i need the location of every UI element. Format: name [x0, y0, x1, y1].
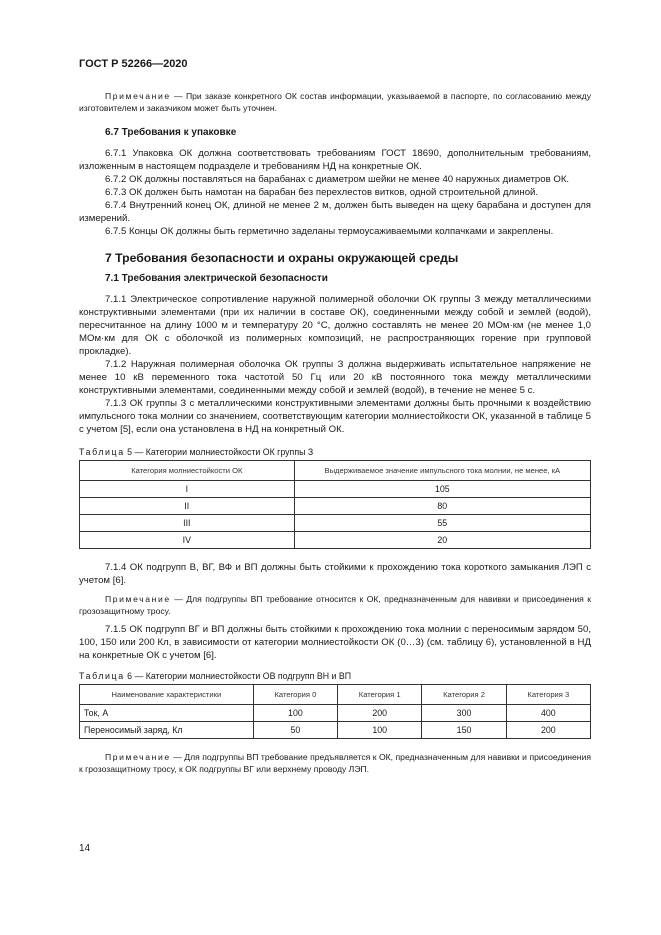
paragraph-6-7-2: 6.7.2 ОК должны поставляться на барабанах с диаметром шейки не менее 40 наружных диаметров ОК. [105, 174, 570, 185]
table-cell: II [80, 498, 295, 515]
table-6-caption: Таблица 6 — Категории молниестойкости ОВ подгрупп ВН и ВП [79, 671, 352, 681]
table-header-cell: Категория 3 [506, 685, 590, 705]
page-content [79, 90, 591, 775]
table-cell: 200 [506, 722, 590, 739]
table-cell: 20 [294, 532, 590, 549]
table-cell: 105 [294, 481, 590, 498]
paragraph-7-1-5: 7.1.5 ОК подгрупп ВГ и ВП должны быть стойкими к прохождению тока молнии с переносимым зарядом 50, 100, 150 или 200 Кл, в зависимости от категории молниестойкости ОК (0…3) (см. таблицу 6), установленной в НД на конкретные ОК с учетом [6]. [79, 624, 591, 661]
table-cell: 400 [506, 705, 590, 722]
table-header-row [80, 685, 591, 705]
table-cell: 150 [422, 722, 506, 739]
note-vp-vg-subgroup: Примечание — Для подгруппы ВП требование предъявляется к ОК, предназначенным для навивки и присоединения к грозозащитному тросу, к ОК подгруппы ВГ или верхнему проводу ЛЭП. [79, 752, 591, 774]
section-7-title: 7 Требования безопасности и охраны окружающей среды [105, 251, 459, 265]
table-header-cell: Категория 0 [253, 685, 337, 705]
table-cell: 55 [294, 515, 590, 532]
paragraph-6-7-4: 6.7.4 Внутренний конец ОК, длиной не менее 2 м, должен быть выведен на щеку барабана и доступен для измерений. [79, 200, 591, 224]
document-code-header: ГОСТ Р 52266—2020 [79, 58, 188, 70]
table-header-cell: Категория 2 [422, 685, 506, 705]
section-6-7-title: 6.7 Требования к упаковке [105, 127, 237, 138]
table-5-caption: Таблица 5 — Категории молниестойкости ОК группы З [79, 447, 314, 457]
table-header-cell: Выдерживаемое значение импульсного тока молнии, не менее, кА [294, 461, 590, 481]
table-header-cell: Наименование характеристики [80, 685, 254, 705]
table-row [80, 481, 591, 498]
table-cell: 300 [422, 705, 506, 722]
section-7-1-title: 7.1 Требования электрической безопасности [105, 273, 328, 284]
table-cell: 100 [253, 705, 337, 722]
note-vp-subgroup: Примечание — Для подгруппы ВП требование относится к ОК, предназначенным для навивки и присоединения к грозозащитному тросу. [79, 594, 592, 616]
page-number: 14 [79, 843, 91, 854]
table-cell: IV [80, 532, 295, 549]
table-cell: 100 [338, 722, 422, 739]
table-cell: I [80, 481, 295, 498]
table-row [80, 722, 591, 739]
paragraph-7-1-1: 7.1.1 Электрическое сопротивление наружной полимерной оболочки ОК группы З между металлическими конструктивными элементами (при их наличии в составе ОК), соединенными между собой и землей (водой), пересчитанное на длину 1000 м и температуру 20 °С, должно составлять не менее 20 МОм·км (не менее 1,0 МОм·км для ОК с оболочкой из полимерных композиций, не распространяющих горение при групповой прокладке). [79, 294, 591, 357]
note-order-info: Примечание — При заказе конкретного ОК состав информации, указываемой в паспорте, по согласованию между изготовителем и заказчиком может быть уточнен. [79, 91, 591, 113]
table-header-cell: Категория молниестойкости ОК [80, 461, 295, 481]
table-row [80, 532, 591, 549]
paragraph-6-7-5: 6.7.5 Концы ОК должны быть герметично заделаны термоусаживаемыми колпачками и закреплены. [105, 226, 554, 237]
table-row [80, 515, 591, 532]
paragraph-6-7-3: 6.7.3 ОК должен быть намотан на барабан без перехлестов витков, одной строительной длиной. [105, 187, 539, 198]
paragraph-7-1-2: 7.1.2 Наружная полимерная оболочка ОК группы З должна выдерживать испытательное напряжение не менее 10 кВ переменного тока частотой 50 Гц или 20 кВ постоянного тока между металлическими конструктивными элементами, соединенными между собой и землей (водой), в течение не менее 5 с. [79, 359, 591, 396]
paragraph-6-7-1: 6.7.1 Упаковка ОК должна соответствовать требованиям ГОСТ 18690, дополнительным требованиям, изложенным в настоящем подразделе и требованиям НД на конкретные ОК. [79, 148, 591, 172]
table-cell: 200 [338, 705, 422, 722]
note-label: Примечание [105, 91, 171, 101]
paragraph-7-1-3: 7.1.3 ОК группы З с металлическими конструктивными элементами должны быть прочными к воздействию импульсного тока молнии со значением, соответствующим категории молниестойкости ОК, указанной в таблице 5 с учетом [5], если она установлена в НД на конкретный ОК. [79, 398, 591, 435]
table-row [80, 705, 591, 722]
paragraph-7-1-4: 7.1.4 ОК подгрупп В, ВГ, ВФ и ВП должны быть стойкими к прохождению тока короткого замыкания ЛЭП с учетом [6]. [79, 562, 591, 586]
table-header-row [80, 461, 591, 481]
table-cell: Ток, А [80, 705, 254, 722]
table-header-cell: Категория 1 [338, 685, 422, 705]
table-cell: 50 [253, 722, 337, 739]
table-5 [79, 460, 591, 549]
table-cell: Переносимый заряд, Кл [80, 722, 254, 739]
table-6 [79, 684, 591, 739]
table-cell: 80 [294, 498, 590, 515]
table-cell: III [80, 515, 295, 532]
table-row [80, 498, 591, 515]
